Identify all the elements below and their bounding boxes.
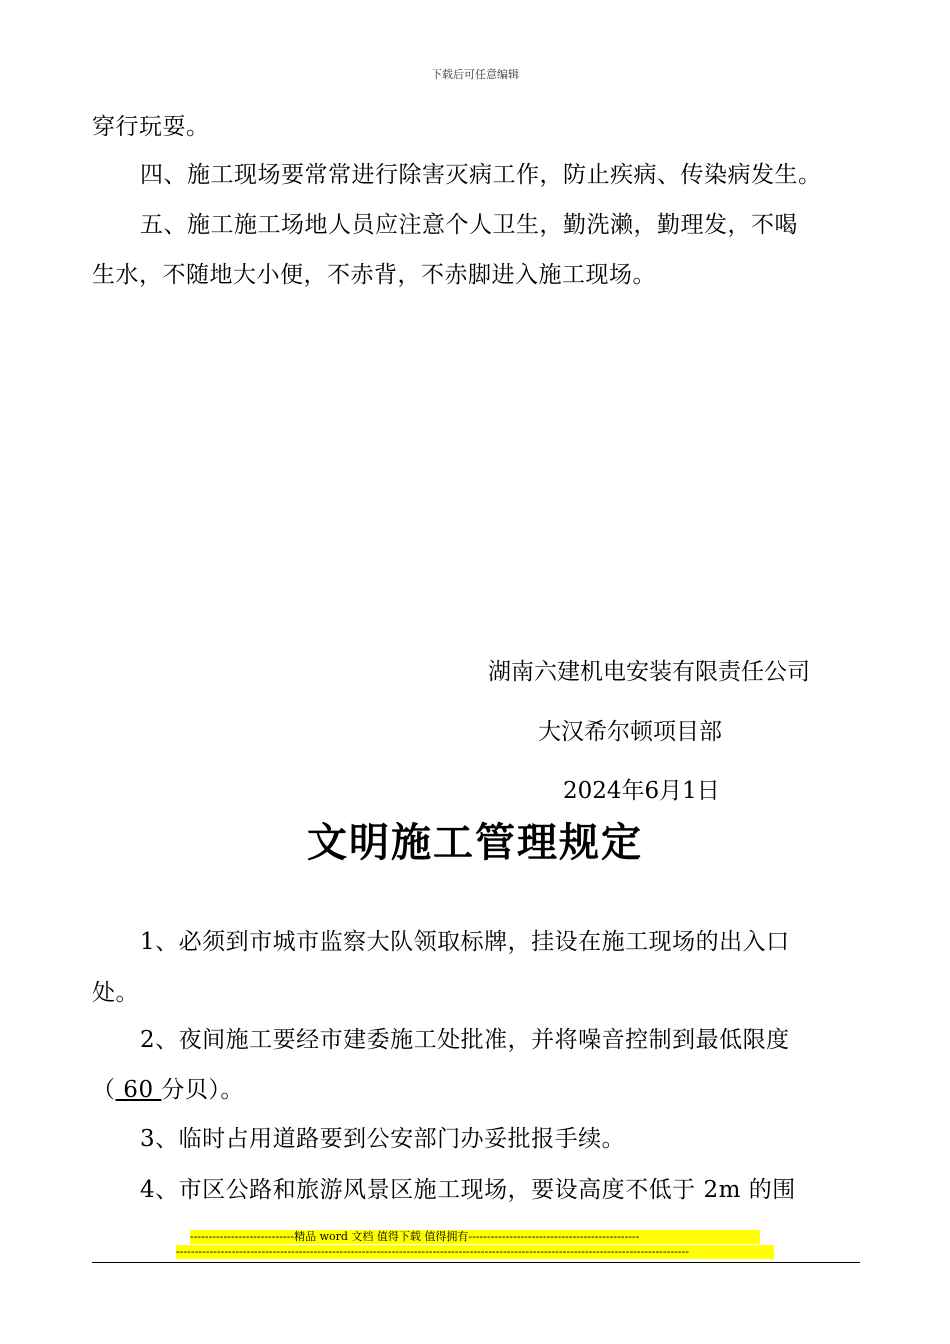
section-title: 文明施工管理规定 bbox=[307, 820, 643, 866]
rule-2-line2 bbox=[92, 1075, 862, 1105]
signature-department: 大汉希尔顿项目部 bbox=[538, 719, 722, 745]
rule-1-line2: 处。 bbox=[92, 980, 139, 1006]
rule-2-unit: 分贝）。 bbox=[161, 1077, 244, 1103]
signature-date: 2024年6月1日 bbox=[563, 778, 720, 804]
rule-3: 3、临时占用道路要到公安部门办妥批报手续。 bbox=[140, 1126, 626, 1152]
noise-limit-value: 60 bbox=[115, 1077, 162, 1103]
footer-banner-line1: ----------------------------精品 word 文档 值得下载 值得拥有---------------------------------------------- bbox=[190, 1230, 760, 1244]
paragraph-continuation: 穿行玩耍。 bbox=[92, 114, 210, 140]
footer-rule bbox=[92, 1262, 860, 1263]
paragraph-item-five-line1: 五、施工施工场地人员应注意个人卫生，勤洗濑，勤理发，不喝 bbox=[140, 212, 798, 238]
rule-4-line1: 4、市区公路和旅游风景区施工现场，要设高度不低于 2m 的围 bbox=[140, 1177, 796, 1203]
rule-2-line1: 2、夜间施工要经市建委施工处批准，并将噪音控制到最低限度 bbox=[140, 1027, 790, 1053]
paragraph-item-four: 四、施工现场要常常进行除害灭病工作，防止疾病、传染病发生。 bbox=[140, 162, 822, 188]
footer-banner-line2: ------------------------------------------------------------------------------------------------------------------------------------------ bbox=[176, 1245, 774, 1259]
paragraph-item-five-line2: 生水，不随地大小便，不赤背，不赤脚进入施工现场。 bbox=[92, 262, 656, 288]
page-header-note: 下载后可任意编辑 bbox=[431, 68, 519, 81]
signature-company: 湖南六建机电安装有限责任公司 bbox=[488, 659, 810, 685]
rule-2-open-paren: （ bbox=[92, 1077, 116, 1103]
rule-1-line1: 1、必须到市城市监察大队领取标牌，挂设在施工现场的出入口 bbox=[140, 929, 790, 955]
